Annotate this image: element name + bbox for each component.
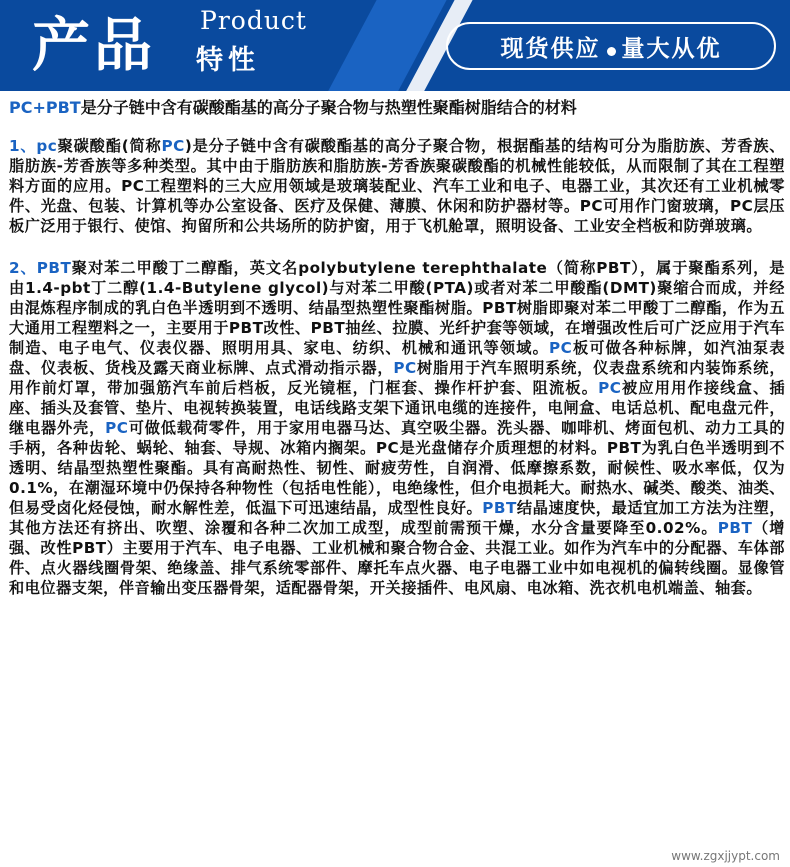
dot-icon bbox=[607, 47, 616, 56]
para2-b2: PC bbox=[393, 359, 417, 377]
product-subtitle: 特性 bbox=[196, 45, 260, 76]
para2-b1: PC bbox=[549, 339, 573, 357]
para2-b5: PBT bbox=[482, 499, 517, 517]
para2-text2: 板可做各种标牌，如汽油泵表盘、仪表板、货栈及露天商业标牌、点式滑动指示器， bbox=[9, 339, 786, 377]
para1-term: pc bbox=[36, 137, 58, 155]
lead-term: PC+PBT bbox=[9, 98, 81, 117]
lead-line bbox=[9, 94, 785, 122]
paragraph-pc bbox=[9, 136, 785, 236]
para2-b4: PC bbox=[105, 419, 129, 437]
para1-term2: PC bbox=[161, 137, 185, 155]
para2-text6: 结晶速度快，最适宜加工方法为注塑，其他方法还有挤出、吹塑、涂覆和各种二次加工成型，成型前需预干燥，水分含量要降至0.02%。 bbox=[9, 499, 786, 537]
para2-text5: 可做低载荷零件，用于家用电器马达、真空吸尘器。洗头器、咖啡机、烤面包机、动力工具的手柄，各种齿轮、蜗轮、轴套、导规、冰箱内搁架。PC是光盘储存介质理想的材料。PBT为乳白色半透明到不透明、结晶型热塑性聚酯。具有高耐热性、韧性、耐疲劳性，自润滑、低摩擦系数，耐候性、吸水率低，仅为0.1%，在潮湿环境中仍保持各种物性（包括电性能），电绝缘性，但介电损耗大。耐热水、碱类、酸类、油类、但易受卤化烃侵蚀，耐水解性差，低温下可迅速结晶，成型性良好。 bbox=[9, 419, 786, 517]
product-title: 产品 bbox=[32, 11, 157, 79]
para2-num: 2、 bbox=[9, 259, 37, 277]
promo-pill bbox=[446, 22, 776, 70]
paragraph-gap bbox=[9, 236, 785, 258]
para2-text7: （增强、改性PBT）主要用于汽车、电子电器、工业机械和聚合物合金、共混工业。如作为汽车中的分配器、车体部件、点火器线圈骨架、绝缘盖、排气系统零部件、摩托车点火器、电子电器工业中如电视机的偏转线圈。显像管和电位器支架，伴音输出变压器骨架，适配器骨架，开关接插件、电风扇、电冰箱、洗衣机电机端盖、轴套。 bbox=[9, 519, 785, 597]
para2-b3: PC bbox=[598, 379, 622, 397]
paragraph-pbt bbox=[9, 258, 785, 598]
header-banner bbox=[0, 0, 790, 91]
content bbox=[9, 94, 785, 598]
watermark: www.zgxjjypt.com bbox=[671, 849, 780, 863]
para2-term: PBT bbox=[36, 259, 72, 277]
para2-text1: 聚对苯二甲酸丁二醇酯，英文名polybutylene terephthalate（简称PBT），属于聚酯系列，是由1.4-pbt丁二醇(1.4-Butylene glycol)与对苯二甲酸(PTA)或者对苯二甲酸酯(DMT)聚缩合而成，并经由混炼程序制成的乳白色半透明到不透明、结晶型热塑性聚酯树脂。PBT树脂即聚对苯二甲酸丁二醇酯，作为五大通用工程塑料之一，主要用于PBT改性、PBT抽丝、拉膜、光纤护套等领域，在增强改性后可广泛应用于汽车制造、电子电气、仪表仪器、照明用具、家电、纺织、机械和通讯等领域。 bbox=[9, 259, 785, 357]
product-title-en: Product bbox=[200, 6, 307, 35]
para1-text1: 聚碳酸酯(简称 bbox=[57, 137, 162, 155]
promo-left: 现货供应 bbox=[500, 35, 601, 62]
para2-b6: PBT bbox=[717, 519, 753, 537]
promo-right: 量大从优 bbox=[621, 35, 722, 62]
para2-text4: 被应用用作接线盒、插座、插头及套管、垫片、电视转换装置，电话线路支架下通讯电缆的连接件，电闸盒、电话总机、配电盘元件，继电器外壳， bbox=[9, 379, 786, 437]
para2-text3: 树脂用于汽车照明系统，仪表盘系统和内装饰系统，用作前灯罩，带加强筋汽车前后档板，反光镜框，门框套、操作杆护套、阻流板。 bbox=[9, 359, 786, 397]
para1-text2: )是分子链中含有碳酸酯基的高分子聚合物，根据酯基的结构可分为脂肪族、芳香族、脂肪族-芳香族等多种类型。其中由于脂肪族和脂肪族-芳香族聚碳酸酯的机械性能较低，从而限制了其在工程塑料方面的应用。PC工程塑料的三大应用领域是玻璃装配业、汽车工业和电子、电器工业，其次还有工业机械零件、光盘、包装、计算机等办公室设备、医疗及保健、薄膜、休闲和防护器材等。PC可用作门窗玻璃，PC层压板广泛用于银行、使馆、拘留所和公共场所的防护窗，用于飞机舱罩，照明设备、工业安全档板和防弹玻璃。 bbox=[9, 137, 785, 235]
para1-num: 1、 bbox=[9, 137, 37, 155]
lead-text: 是分子链中含有碳酸酯基的高分子聚合物与热塑性聚酯树脂结合的材料 bbox=[80, 98, 577, 117]
